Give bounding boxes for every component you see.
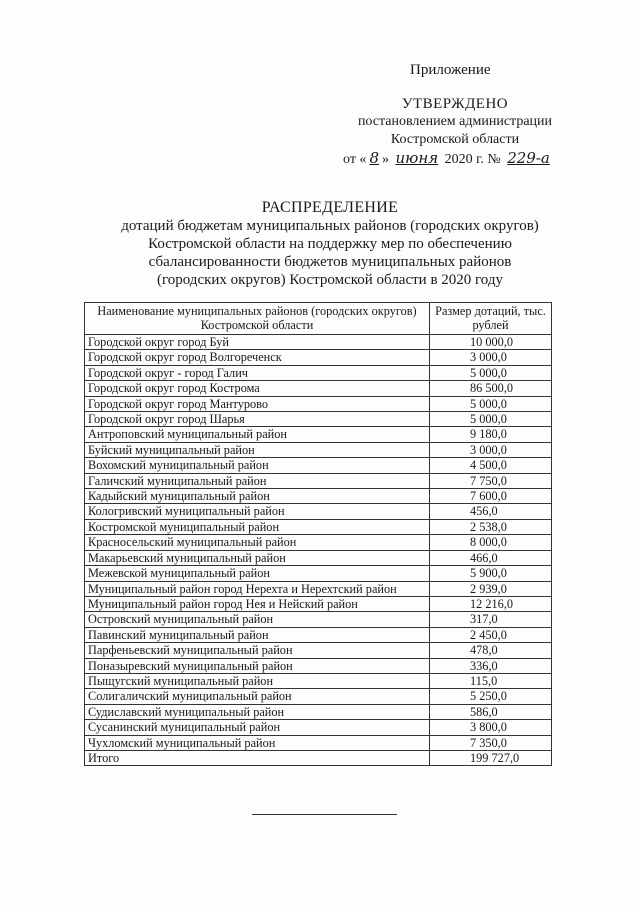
subsidy-amount: 115,0 [430, 673, 552, 688]
subsidy-amount: 5 000,0 [430, 412, 552, 427]
subsidy-amount: 5 000,0 [430, 365, 552, 380]
decree-line-2: Костромской области [390, 132, 520, 147]
column-header-amount: Размер дотаций, тыс. рублей [430, 303, 552, 335]
subsidy-amount: 7 600,0 [430, 489, 552, 504]
subsidy-amount: 5 000,0 [430, 396, 552, 411]
district-name: Городской округ город Волгореченск [85, 350, 430, 365]
subsidy-amount: 10 000,0 [430, 335, 552, 350]
table-row [85, 596, 552, 611]
subsidy-amount: 478,0 [430, 643, 552, 658]
table-row [85, 381, 552, 396]
table-row [85, 350, 552, 365]
subsidy-amount: 8 000,0 [430, 535, 552, 550]
document-title [60, 199, 600, 289]
total-row [85, 750, 552, 765]
subsidy-amount: 2 538,0 [430, 519, 552, 534]
district-name: Вохомский муниципальный район [85, 458, 430, 473]
subsidy-amount: 5 900,0 [430, 566, 552, 581]
subsidy-amount: 336,0 [430, 658, 552, 673]
district-name: Поназыревский муниципальный район [85, 658, 430, 673]
table-row [85, 735, 552, 750]
appendix-label: Приложение [410, 62, 491, 78]
district-name: Чухломский муниципальный район [85, 735, 430, 750]
date-prefix: от « [343, 152, 367, 167]
table-row [85, 704, 552, 719]
district-name: Солигаличский муниципальный район [85, 689, 430, 704]
district-name: Городской округ - город Галич [85, 365, 430, 380]
subsidy-amount: 7 750,0 [430, 473, 552, 488]
district-name: Городской округ город Кострома [85, 381, 430, 396]
table-row [85, 335, 552, 350]
table-row [85, 365, 552, 380]
district-name: Антроповский муниципальный район [85, 427, 430, 442]
closing-rule [252, 814, 397, 815]
table-row [85, 489, 552, 504]
table-row [85, 473, 552, 488]
table-row [85, 566, 552, 581]
district-name: Кадыйский муниципальный район [85, 489, 430, 504]
district-name: Муниципальный район город Нерехта и Нерехтский район [85, 581, 430, 596]
table-row [85, 427, 552, 442]
date-mid: » [381, 152, 389, 167]
subsidy-amount: 3 000,0 [430, 350, 552, 365]
date-year: 2020 г. № [444, 152, 501, 167]
approval-block [335, 95, 575, 169]
table-row [85, 458, 552, 473]
district-name: Кологривский муниципальный район [85, 504, 430, 519]
table-row [85, 612, 552, 627]
title-line-1: дотаций бюджетам муниципальных районов (городских округов) [121, 218, 539, 234]
district-name: Городской округ город Шарья [85, 412, 430, 427]
title-line-4: (городских округов) Костромской области в 2020 году [156, 272, 504, 288]
table-row [85, 720, 552, 735]
subsidy-amount: 2 939,0 [430, 581, 552, 596]
table-row [85, 519, 552, 534]
table-row [85, 535, 552, 550]
district-name: Судиславский муниципальный район [85, 704, 430, 719]
table-row [85, 658, 552, 673]
district-name: Галичский муниципальный район [85, 473, 430, 488]
table-row [85, 412, 552, 427]
column-header-name: Наименование муниципальных районов (городских округов) Костромской области [85, 303, 430, 335]
district-name: Островский муниципальный район [85, 612, 430, 627]
table-row [85, 643, 552, 658]
table-row [85, 504, 552, 519]
subsidy-amount: 2 450,0 [430, 627, 552, 642]
subsidy-amount: 7 350,0 [430, 735, 552, 750]
table-row [85, 396, 552, 411]
subsidy-amount: 586,0 [430, 704, 552, 719]
district-name: Костромской муниципальный район [85, 519, 430, 534]
subsidy-amount: 3 000,0 [430, 442, 552, 457]
district-name: Пыщугский муниципальный район [85, 673, 430, 688]
subsidy-amount: 456,0 [430, 504, 552, 519]
date-day-handwritten: 8 [369, 149, 379, 167]
table-row [85, 627, 552, 642]
table-row [85, 673, 552, 688]
title-main: РАСПРЕДЕЛЕНИЕ [261, 199, 399, 216]
table-row [85, 581, 552, 596]
total-label: Итого [85, 750, 430, 765]
district-name: Городской округ город Мантурово [85, 396, 430, 411]
table-body [85, 335, 552, 751]
subsidy-amount: 12 216,0 [430, 596, 552, 611]
approved-heading: УТВЕРЖДЕНО [401, 96, 509, 112]
table-header-row [85, 303, 552, 335]
decree-line-1: постановлением администрации [357, 114, 553, 129]
subsidy-amount: 86 500,0 [430, 381, 552, 396]
district-name: Красносельский муниципальный район [85, 535, 430, 550]
table-row [85, 550, 552, 565]
subsidy-amount: 3 800,0 [430, 720, 552, 735]
district-name: Муниципальный район город Нея и Нейский район [85, 596, 430, 611]
district-name: Городской округ город Буй [85, 335, 430, 350]
subsidy-amount: 9 180,0 [430, 427, 552, 442]
title-line-3: сбалансированности бюджетов муниципальных районов [148, 254, 512, 270]
date-month-handwritten: июня [395, 149, 439, 167]
district-name: Сусанинский муниципальный район [85, 720, 430, 735]
decree-number-handwritten: 229-а [507, 149, 550, 167]
district-name: Буйский муниципальный район [85, 442, 430, 457]
total-value: 199 727,0 [430, 750, 552, 765]
subsidy-amount: 5 250,0 [430, 689, 552, 704]
subsidy-amount: 4 500,0 [430, 458, 552, 473]
district-name: Павинский муниципальный район [85, 627, 430, 642]
district-name: Макарьевский муниципальный район [85, 550, 430, 565]
district-name: Парфеньевский муниципальный район [85, 643, 430, 658]
table-row [85, 442, 552, 457]
district-name: Межевской муниципальный район [85, 566, 430, 581]
table-row [85, 689, 552, 704]
title-line-2: Костромской области на поддержку мер по обеспечению [148, 236, 512, 252]
subsidy-amount: 317,0 [430, 612, 552, 627]
decree-date-line [335, 149, 575, 169]
subsidy-amount: 466,0 [430, 550, 552, 565]
distribution-table [84, 302, 552, 766]
